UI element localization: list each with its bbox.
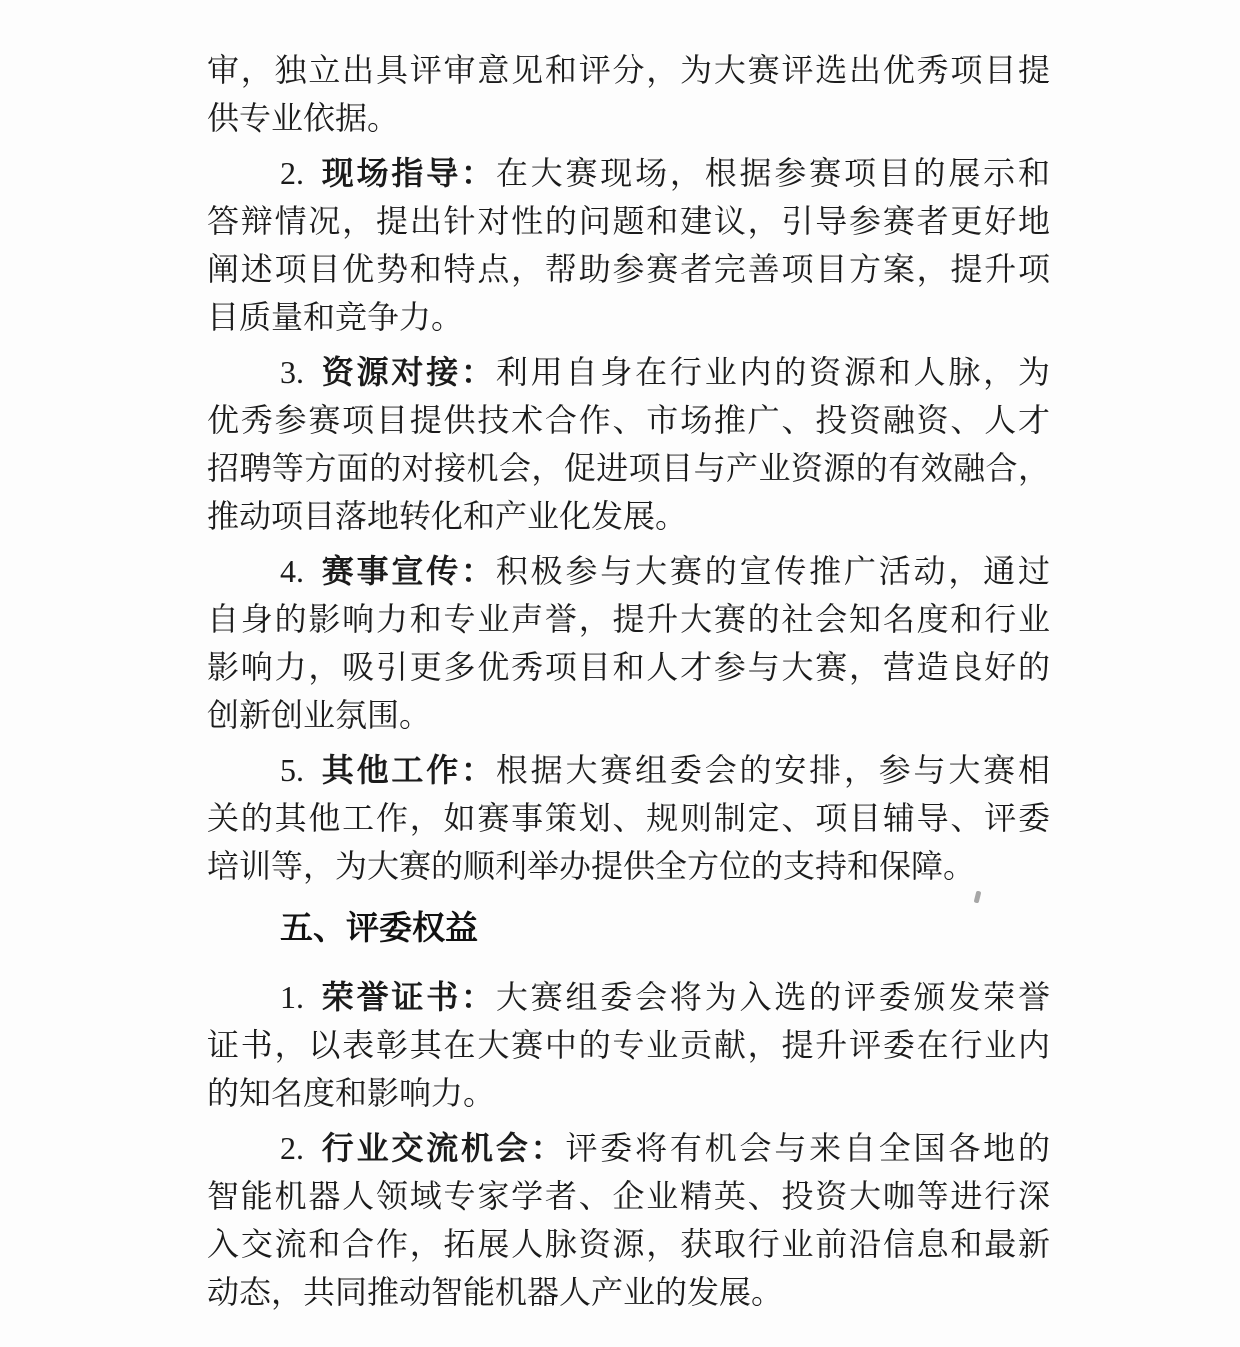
text-line: 推动项目落地转化和产业化发展。	[207, 498, 688, 534]
item-text: 利用自身在行业内的资源和人脉，为	[495, 354, 1050, 390]
text-line: 培训等，为大赛的顺利举办提供全方位的支持和保障。	[207, 848, 976, 884]
text-line	[207, 973, 1050, 1021]
text-line: 动态，共同推动智能机器人产业的发展。	[207, 1274, 784, 1310]
item-label: 现场指导：	[319, 155, 496, 191]
item-label: 赛事宣传：	[319, 553, 496, 589]
text-line: 审，独立出具评审意见和评分，为大赛评选出优秀项目提	[207, 52, 1050, 88]
item-text: 根据大赛组委会的安排，参与大赛相	[495, 752, 1050, 788]
text-line: 优秀参赛项目提供技术合作、市场推广、投资融资、人才	[207, 402, 1050, 438]
text-line: 创新创业氛围。	[207, 697, 432, 733]
item-label: 资源对接：	[319, 354, 496, 390]
text-line: 影响力，吸引更多优秀项目和人才参与大赛，营造良好的	[207, 649, 1050, 685]
text-line: 目质量和竞争力。	[207, 299, 464, 335]
text-line: 供专业依据。	[207, 100, 400, 136]
paragraph	[207, 1124, 1050, 1316]
text-line: 入交流和合作，拓展人脉资源，获取行业前沿信息和最新	[207, 1226, 1050, 1262]
list-number: 5.	[280, 752, 304, 788]
item-label: 荣誉证书：	[319, 979, 496, 1015]
list-number: 4.	[280, 553, 304, 589]
item-label: 其他工作：	[319, 752, 496, 788]
text-line	[207, 746, 1050, 794]
text-line: 自身的影响力和专业声誉，提升大赛的社会知名度和行业	[207, 601, 1050, 637]
list-number: 2.	[280, 155, 304, 191]
item-text: 在大赛现场，根据参赛项目的展示和	[495, 155, 1050, 191]
paragraph	[207, 973, 1050, 1117]
text-line	[207, 348, 1050, 396]
section-heading: 五、评委权益	[280, 909, 478, 946]
text-line: 关的其他工作，如赛事策划、规则制定、项目辅导、评委	[207, 800, 1050, 836]
text-line: 智能机器人领域专家学者、企业精英、投资大咖等进行深	[207, 1178, 1050, 1214]
text-line: 招聘等方面的对接机会，促进项目与产业资源的有效融合，	[207, 450, 1050, 486]
text-line: 证书，以表彰其在大赛中的专业贡献，提升评委在行业内	[207, 1027, 1050, 1063]
paragraph	[207, 746, 1050, 890]
text-line	[207, 1124, 1050, 1172]
list-number: 1.	[280, 979, 304, 1015]
list-number: 3.	[280, 354, 304, 390]
text-line: 的知名度和影响力。	[207, 1075, 496, 1111]
item-label: 行业交流机会：	[319, 1130, 566, 1166]
document-page	[207, 46, 1050, 1316]
item-text: 评委将有机会与来自全国各地的	[565, 1130, 1050, 1166]
text-line: 阐述项目优势和特点，帮助参赛者完善项目方案，提升项	[207, 251, 1050, 287]
document-body	[207, 46, 1050, 1316]
paragraph	[207, 46, 1050, 142]
text-line	[207, 547, 1050, 595]
paragraph	[207, 547, 1050, 739]
paragraph	[207, 348, 1050, 540]
item-text: 积极参与大赛的宣传推广活动，通过	[495, 553, 1050, 589]
paragraph	[207, 149, 1050, 341]
item-text: 大赛组委会将为入选的评委颁发荣誉	[495, 979, 1050, 1015]
text-line	[207, 149, 1050, 197]
text-line: 答辩情况，提出针对性的问题和建议，引导参赛者更好地	[207, 203, 1050, 239]
list-number: 2.	[280, 1130, 304, 1166]
